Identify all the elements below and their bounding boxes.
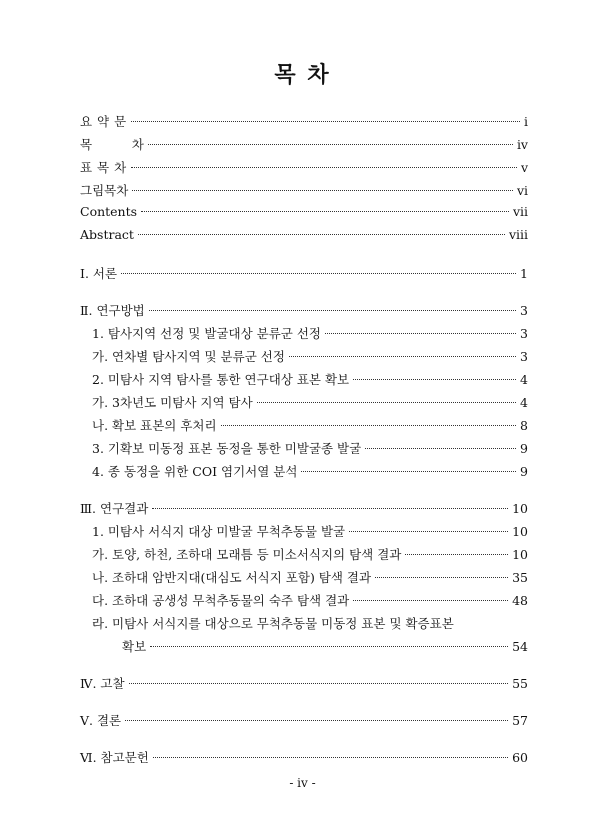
dot-leader xyxy=(353,600,508,601)
toc-label: 2. 미탐사 지역 탐사를 통한 연구대상 표본 확보 xyxy=(92,372,350,387)
toc-entry-methods-2-b[interactable] xyxy=(80,416,528,439)
toc-label: 나. 조하대 암반지대(대심도 서식지 포함) 탐색 결과 xyxy=(92,570,372,585)
toc-page-number: 60 xyxy=(512,750,528,765)
dot-leader xyxy=(121,273,516,274)
dot-leader xyxy=(301,471,516,472)
toc-label: Ⅲ. 연구결과 xyxy=(80,501,149,516)
dot-leader xyxy=(365,448,516,449)
table-of-contents xyxy=(80,112,528,771)
toc-entry-results-1[interactable] xyxy=(80,522,528,545)
dot-leader xyxy=(149,310,516,311)
toc-page-number: 3 xyxy=(520,326,528,341)
toc-page-number: 3 xyxy=(520,349,528,364)
toc-page-number: 9 xyxy=(520,464,528,479)
toc-label: 요 약 문 xyxy=(80,114,127,129)
toc-page-number: 48 xyxy=(512,593,528,608)
toc-label: Contents xyxy=(80,204,138,219)
toc-entry-results-1-d[interactable] xyxy=(80,614,528,660)
toc-entry-summary[interactable] xyxy=(80,112,528,135)
dot-leader xyxy=(325,333,516,334)
toc-label: 나. 확보 표본의 후처리 xyxy=(92,418,217,433)
toc-entry-introduction[interactable] xyxy=(80,264,528,287)
toc-page-number: 8 xyxy=(520,418,528,433)
toc-page-number: viii xyxy=(508,227,528,242)
dot-leader xyxy=(125,720,508,721)
toc-page-number: 3 xyxy=(520,303,528,318)
toc-page-number: 1 xyxy=(520,266,528,281)
dot-leader xyxy=(148,144,513,145)
toc-page-number: 35 xyxy=(512,570,528,585)
dot-leader xyxy=(349,531,508,532)
toc-label: 목 차 xyxy=(80,137,144,152)
dot-leader xyxy=(131,121,520,122)
toc-label: 1. 탐사지역 선정 및 발굴대상 분류군 선정 xyxy=(92,326,321,341)
toc-label: 표 목 차 xyxy=(80,160,127,175)
toc-label: Abstract xyxy=(80,227,134,242)
toc-page-number: vi xyxy=(516,183,528,198)
dot-leader xyxy=(129,683,509,684)
toc-entry-results[interactable] xyxy=(80,499,528,522)
toc-label: Ⅰ. 서론 xyxy=(80,266,118,281)
toc-page-number: vii xyxy=(512,204,528,219)
dot-leader xyxy=(141,211,509,212)
toc-page-number: 10 xyxy=(512,547,528,562)
toc-page-number: 4 xyxy=(520,372,528,387)
dot-leader xyxy=(150,646,508,647)
toc-label: 3. 기확보 미동정 표본 동정을 통한 미발굴종 발굴 xyxy=(92,441,362,456)
page-title: 목 차 xyxy=(274,62,331,88)
toc-label: 1. 미탐사 서식지 대상 미발굴 무척추동물 발굴 xyxy=(92,524,346,539)
toc-entry-results-1-a[interactable] xyxy=(80,545,528,568)
dot-leader xyxy=(353,379,516,380)
toc-page-number: 4 xyxy=(520,395,528,410)
toc-label: 가. 토양, 하천, 조하대 모래틈 등 미소서식지의 탐색 결과 xyxy=(92,547,402,562)
dot-leader xyxy=(138,234,505,235)
toc-label: Ⅱ. 연구방법 xyxy=(80,303,145,318)
toc-label-continued: 확보 xyxy=(122,639,147,654)
toc-label: Ⅴ. 결론 xyxy=(80,713,122,728)
toc-page-number: 10 xyxy=(512,524,528,539)
dot-leader xyxy=(289,356,516,357)
toc-label: 그림목차 xyxy=(80,183,129,198)
toc-page-number: i xyxy=(524,114,528,129)
toc-entry-results-1-b[interactable] xyxy=(80,568,528,591)
toc-entry-methods-4[interactable] xyxy=(80,462,528,485)
toc-label: 4. 종 동정을 위한 COI 염기서열 분석 xyxy=(92,464,298,479)
toc-entry-references[interactable] xyxy=(80,748,528,771)
dot-leader xyxy=(132,190,513,191)
toc-entry-methods-2-a[interactable] xyxy=(80,393,528,416)
dot-leader xyxy=(257,402,516,403)
page-footer-number: - iv - xyxy=(289,776,316,790)
toc-entry-methods[interactable] xyxy=(80,301,528,324)
toc-page-number: iv xyxy=(516,137,528,152)
toc-entry-methods-2[interactable] xyxy=(80,370,528,393)
dot-leader xyxy=(152,508,508,509)
toc-label: Ⅵ. 참고문헌 xyxy=(80,750,149,765)
toc-entry-methods-1[interactable] xyxy=(80,324,528,347)
toc-entry-results-1-c[interactable] xyxy=(80,591,528,614)
toc-label: 라. 미탐사 서식지를 대상으로 무척추동물 미동정 표본 및 확증표본 xyxy=(92,616,454,631)
dot-leader xyxy=(221,425,516,426)
toc-entry-conclusion[interactable] xyxy=(80,711,528,734)
toc-page-number: 57 xyxy=(512,713,528,728)
toc-entry-contents-en[interactable] xyxy=(80,204,528,227)
toc-page-number: v xyxy=(520,160,528,175)
dot-leader xyxy=(153,757,508,758)
toc-entry-figure-list[interactable] xyxy=(80,181,528,204)
dot-leader xyxy=(405,554,508,555)
toc-entry-discussion[interactable] xyxy=(80,674,528,697)
toc-page-number: 54 xyxy=(512,639,528,654)
dot-leader xyxy=(375,577,508,578)
dot-leader xyxy=(131,167,517,168)
toc-label: 다. 조하대 공생성 무척추동물의 숙주 탐색 결과 xyxy=(92,593,350,608)
toc-page-number: 55 xyxy=(512,676,528,691)
toc-entry-methods-1-a[interactable] xyxy=(80,347,528,370)
toc-page-number: 9 xyxy=(520,441,528,456)
toc-page-number: 10 xyxy=(512,501,528,516)
toc-entry-abstract[interactable] xyxy=(80,227,528,250)
toc-label: 가. 3차년도 미탐사 지역 탐사 xyxy=(92,395,253,410)
toc-entry-contents[interactable] xyxy=(80,135,528,158)
toc-label: Ⅳ. 고찰 xyxy=(80,676,125,691)
toc-entry-methods-3[interactable] xyxy=(80,439,528,462)
toc-label: 가. 연차별 탐사지역 및 분류군 선정 xyxy=(92,349,285,364)
toc-entry-table-list[interactable] xyxy=(80,158,528,181)
